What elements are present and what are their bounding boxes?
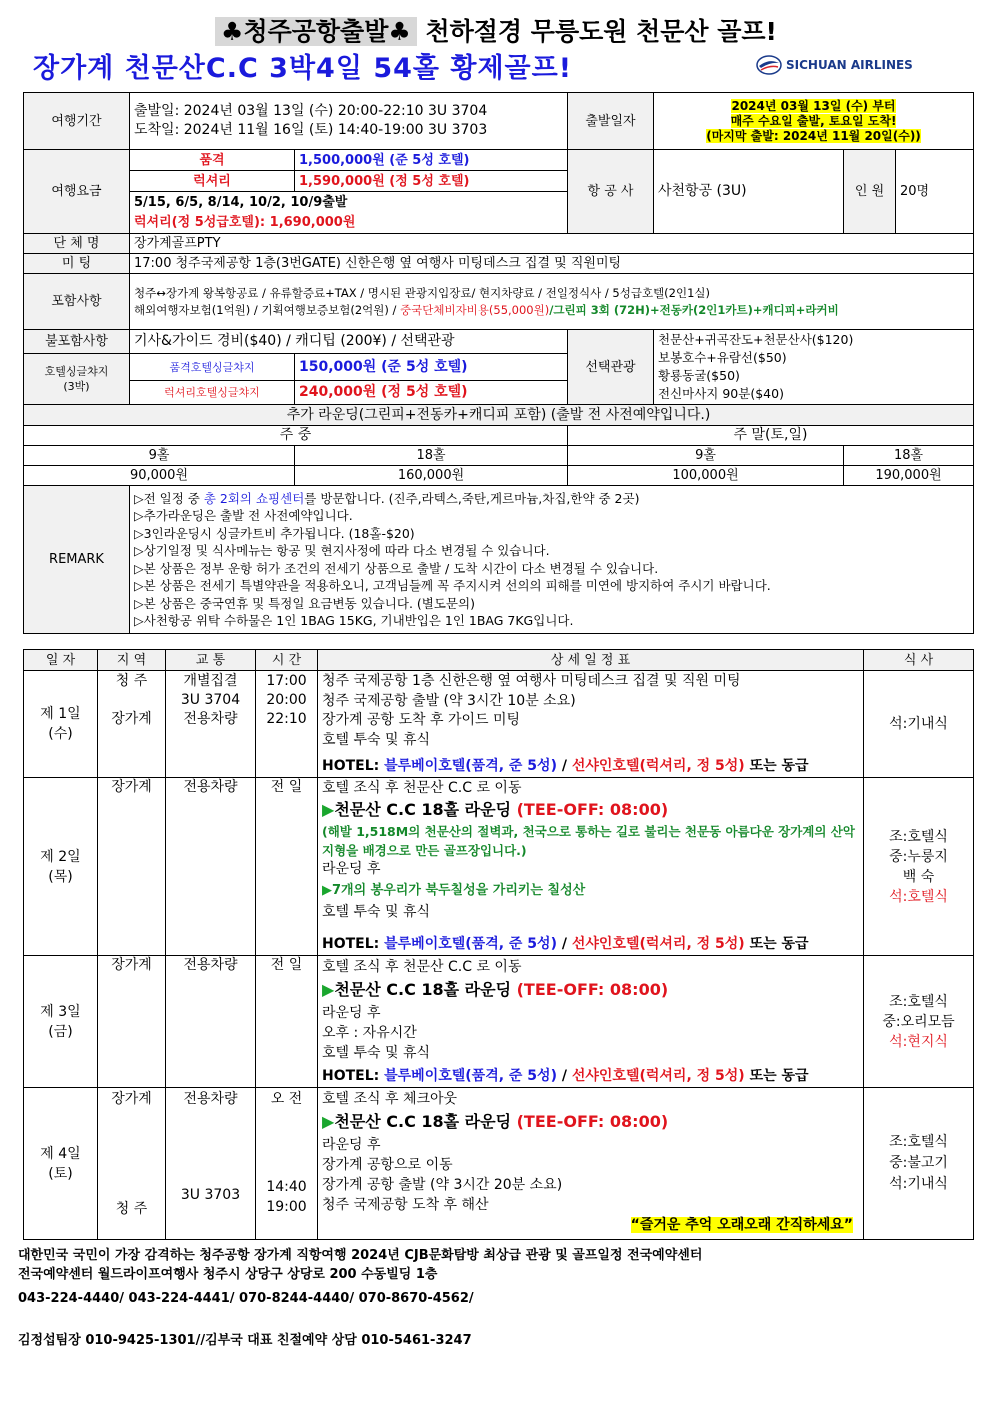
tier1-price: 1,500,000원 (준 5성 호텔) xyxy=(295,150,568,171)
excl-value: 기사&가이드 경비($40) / 캐디팁 (200¥) / 선택관광 xyxy=(130,330,568,354)
day4-label xyxy=(24,1088,98,1240)
airline-bird-icon xyxy=(756,54,782,76)
weekend-header: 주 말(토,일) xyxy=(568,426,974,446)
day3-row xyxy=(24,956,974,1067)
day4-meal xyxy=(864,1088,974,1240)
we-9-price: 100,000원 xyxy=(568,466,844,486)
incl-label: 포함사항 xyxy=(24,274,130,330)
day1-region xyxy=(98,671,166,778)
day3-transport: 전용차량 xyxy=(166,956,256,1088)
tier2-name: 럭셔리 xyxy=(130,171,295,192)
day2-transport: 전용차량 xyxy=(166,778,256,956)
day1-region-1: 청 주 xyxy=(115,673,148,689)
remark-1a: ▷전 일정 중 xyxy=(134,490,204,506)
single1-name: 품격호텔싱글챠지 xyxy=(130,354,295,381)
meet-label: 미 팅 xyxy=(24,254,130,274)
day3-arrow-icon: ▶ xyxy=(322,980,335,999)
day2-hotel xyxy=(318,935,864,956)
pax-label: 인 원 xyxy=(844,150,896,234)
day3-golf-tee: (TEE-OFF: 08:00) xyxy=(511,980,669,999)
day2-meal-4: 석:호텔식 xyxy=(889,888,948,905)
wd-18-header: 18홀 xyxy=(295,446,568,466)
hotel-suffix: 또는 동급 xyxy=(744,935,809,952)
incl-2b: 중국단체비자비용(55,000원) xyxy=(400,302,550,317)
incl-line-1: 청주↔장가계 왕복항공료 / 유류할증료+TAX / 명시된 관광지입장료/ 현지차량료 / 전일정식사 / 5성급호텔(2인1실) xyxy=(134,285,711,300)
day1-detail-2: 청주 국제공항 출발 (약 3시간 10분 소요) xyxy=(322,692,576,709)
remark-4: ▷상기일정 및 식사메뉴는 항공 및 현지사정에 따라 다소 변경될 수 있습니다. xyxy=(134,543,550,558)
day3-label xyxy=(24,956,98,1088)
special-dates: 5/15, 6/5, 8/14, 10/2, 10/9출발 xyxy=(130,192,568,213)
footer-line-2: 전국예약센터 월드라이프여행사 청주시 상당구 상당로 200 수동빌딩 1층 xyxy=(18,1267,438,1282)
col-header-meal: 식 사 xyxy=(864,650,974,671)
day3-detail-5: 호텔 투숙 및 휴식 xyxy=(322,1045,431,1061)
day2-arrow-icon: ▶ xyxy=(322,800,335,819)
day1-day: 제 1일 xyxy=(40,706,81,722)
day4-meal-1: 조:호텔식 xyxy=(889,1134,948,1150)
col-header-date: 일 자 xyxy=(24,650,98,671)
pax-value: 20명 xyxy=(896,150,974,234)
hotel-a: 블루베이호텔(품격, 준 5성) xyxy=(384,935,557,952)
day3-detail-3: 라운딩 후 xyxy=(322,1005,381,1021)
footer xyxy=(18,1246,702,1350)
group-value: 장가계골프PTY xyxy=(130,234,974,254)
day3-meal-3: 석:현지식 xyxy=(889,1033,948,1050)
day2-dow: (목) xyxy=(48,868,73,885)
opt-4: 전신마사지 90분($40) xyxy=(658,386,784,401)
day4-meal-2: 중:불고기 xyxy=(889,1155,948,1171)
wd-18-price: 160,000원 xyxy=(295,466,568,486)
airline-value: 사천항공 (3U) xyxy=(654,150,844,234)
airline-logo xyxy=(756,54,913,76)
footer-line-1: 대한민국 국민이 가장 감격하는 청주공항 장가계 직항여행 2024년 CJB문화탐방 최상급 관광 및 골프일정 전국예약센터 xyxy=(18,1248,703,1263)
remark-3: ▷3인라운딩시 싱글카트비 추가됩니다. (18홀-$20) xyxy=(134,525,415,541)
page-title: 장가계 천문산C.C 3박4일 54홀 황제골프! xyxy=(33,53,573,84)
dep-date-2: 매주 수요일 출발, 토요일 도착! xyxy=(730,113,897,128)
opt-label: 선택관광 xyxy=(568,330,654,405)
special-price: 럭셔리(정 5성급호텔): 1,690,000원 xyxy=(130,213,568,234)
day2-region: 장가계 xyxy=(98,778,166,956)
day4-time-3: 19:00 xyxy=(266,1199,307,1215)
day4-row xyxy=(24,1088,974,1240)
single-label-1: 호텔싱글챠지 xyxy=(44,365,109,378)
header-line-1 xyxy=(0,12,992,48)
day2-meal-1: 조:호텔식 xyxy=(889,828,948,845)
day4-detail-1: 호텔 조식 후 체크아웃 xyxy=(322,1091,458,1107)
hotel-b: 선샤인호텔(럭셔리, 정 5성) xyxy=(571,935,745,952)
we-18-header: 18홀 xyxy=(844,446,974,466)
day4-transport xyxy=(166,1088,256,1240)
opt-2: 보봉호수+유람선($50) xyxy=(658,350,787,365)
info-table xyxy=(23,92,974,634)
day1-trans-3: 전용차량 xyxy=(183,711,238,727)
incl-2c: /그린피 3회 (72H)+전동카(2인1카트)+캐디피+라커비 xyxy=(549,302,839,317)
day1-transport xyxy=(166,671,256,778)
airline-label: 항 공 사 xyxy=(568,150,654,234)
day2-golf xyxy=(322,798,859,822)
day1-time-3: 22:10 xyxy=(266,711,307,727)
remark-6: ▷본 상품은 전세기 특별약관을 적용하오니, 고객님들께 꼭 주지시켜 선의의 피해를 미연에 방지하여 주시기 바랍니다. xyxy=(134,578,771,593)
tier2-price: 1,590,000원 (정 5성 호텔) xyxy=(295,171,568,192)
day1-trans-1: 개별집결 xyxy=(183,673,238,689)
hotel-b: 선샤인호텔(럭셔리, 정 5성) xyxy=(571,1067,745,1084)
we-18-price: 190,000원 xyxy=(844,466,974,486)
excl-label: 불포함사항 xyxy=(24,330,130,354)
day2-golf-tee: (TEE-OFF: 08:00) xyxy=(511,800,669,819)
remark-7: ▷본 상품은 중국연휴 및 특정일 요금변동 있습니다. (별도문의) xyxy=(134,595,475,611)
weekday-header: 주 중 xyxy=(24,426,568,446)
day2-golf-text: 천문산 C.C 18홀 라운딩 xyxy=(334,800,512,819)
remark-value xyxy=(130,486,974,634)
single-label xyxy=(24,354,130,405)
single1-price: 150,000원 (준 5성 호텔) xyxy=(295,354,568,381)
incl-2a: 해외여행자보험(1억원) / 기획여행보증보험(2억원) / xyxy=(134,302,401,317)
header-tagline: 천하절경 무릉도원 천문산 골프! xyxy=(425,17,777,46)
hotel-suffix: 또는 동급 xyxy=(744,1067,809,1084)
day2-detail-5: 호텔 투숙 및 휴식 xyxy=(322,904,431,920)
day4-region xyxy=(98,1088,166,1240)
hotel-sep: / xyxy=(556,1067,572,1084)
day4-golf-text: 천문산 C.C 18홀 라운딩 xyxy=(334,1112,512,1131)
dep-date-1: 2024년 03월 13일 (수) 부터 xyxy=(731,98,896,113)
day3-meal-1: 조:호텔식 xyxy=(889,993,948,1010)
day1-detail-3: 장가계 공항 도착 후 가이드 미팅 xyxy=(322,712,521,728)
day1-hotel xyxy=(318,757,864,778)
day3-golf xyxy=(322,977,859,1003)
incl-value xyxy=(130,274,974,330)
footer-contacts: 김정섭팀장 010-9425-1301//김부국 대표 친절예약 상담 010-5461-3247 xyxy=(18,1333,472,1348)
single-label-2: (3박) xyxy=(63,380,90,393)
day3-hotel xyxy=(318,1067,864,1088)
airline-logo-text: SICHUAN AIRLINES xyxy=(786,58,913,72)
dep-date-label: 출발일자 xyxy=(568,93,654,150)
day4-closing-text: “즐거운 추억 오래오래 간직하세요” xyxy=(630,1217,853,1233)
we-9-header: 9홀 xyxy=(568,446,844,466)
day3-time: 전 일 xyxy=(256,956,318,1088)
remark-1c: 를 방문합니다. (진주,라텍스,죽탄,게르마늄,차집,한약 중 2곳) xyxy=(304,490,640,506)
day4-detail-5: 장가계 공항 출발 (약 3시간 20분 소요) xyxy=(322,1177,563,1193)
hotel-prefix: HOTEL: xyxy=(322,1067,385,1084)
extra-round-title: 추가 라운딩(그린피+전동카+캐디피 포함) (출발 전 사전예약입니다.) xyxy=(24,405,974,426)
day4-time-2: 14:40 xyxy=(266,1179,307,1195)
day2-tour xyxy=(322,879,859,903)
day2-desc: (해발 1,518M의 천문산의 절벽과, 천국으로 통하는 길로 불리는 천문동 아름다운 장가계의 산악 지형을 배경으로 만든 골프장입니다.) xyxy=(322,824,855,858)
day4-trans-2: 3U 3703 xyxy=(180,1187,241,1203)
single2-name: 럭셔리호텔싱글챠지 xyxy=(130,381,295,405)
hotel-prefix: HOTEL: xyxy=(322,757,385,774)
day4-region-2: 청 주 xyxy=(115,1201,148,1217)
day2-detail xyxy=(318,778,864,935)
day3-dow: (금) xyxy=(48,1023,73,1040)
remark-1b: 총 2회의 쇼핑센터 xyxy=(203,490,305,506)
remark-5: ▷본 상품은 정부 운항 허가 조건의 전세기 상품으로 출발 / 도착 시간이 다소 변경될 수 있습니다. xyxy=(134,560,659,576)
day2-time: 전 일 xyxy=(256,778,318,956)
fee-label: 여행요금 xyxy=(24,150,130,234)
day2-meal-3: 백 숙 xyxy=(902,868,935,885)
day1-time-2: 20:00 xyxy=(266,692,307,708)
opt-3: 황룡동굴($50) xyxy=(658,368,740,383)
remark-2: ▷추가라운딩은 출발 전 사전예약입니다. xyxy=(134,508,353,523)
day4-detail-4: 장가계 공항으로 이동 xyxy=(322,1157,453,1173)
day4-detail xyxy=(318,1088,864,1240)
day4-trans-1: 전용차량 xyxy=(183,1091,238,1107)
day4-time-1: 오 전 xyxy=(270,1091,303,1107)
hotel-a: 블루베이호텔(품격, 준 5성) xyxy=(384,1067,557,1084)
day2-label xyxy=(24,778,98,956)
day4-day: 제 4일 xyxy=(40,1145,81,1162)
opt-value xyxy=(654,330,974,405)
wd-9-price: 90,000원 xyxy=(24,466,295,486)
day3-golf-text: 천문산 C.C 18홀 라운딩 xyxy=(334,980,512,999)
hotel-prefix: HOTEL: xyxy=(322,935,385,952)
footer-phones: 043-224-4440/ 043-224-4441/ 070-8244-4440/ 070-8670-4562/ xyxy=(18,1291,474,1306)
day3-day: 제 3일 xyxy=(40,1003,81,1020)
header-highlight: ♣청주공항출발♣ xyxy=(215,17,417,46)
period-label: 여행기간 xyxy=(24,93,130,150)
day2-day: 제 2일 xyxy=(40,848,81,865)
itinerary-table xyxy=(23,649,974,1240)
day3-meal xyxy=(864,956,974,1088)
wd-9-header: 9홀 xyxy=(24,446,295,466)
day1-region-2: 장가계 xyxy=(111,711,152,727)
day4-closing xyxy=(322,1215,859,1235)
day3-detail xyxy=(318,956,864,1067)
day3-meal-2: 중:오리모듬 xyxy=(882,1013,955,1030)
opt-1: 천문산+귀곡잔도+천문산사($120) xyxy=(658,332,854,347)
day4-detail-6: 청주 국제공항 도착 후 해산 xyxy=(322,1197,489,1213)
col-header-time: 시 간 xyxy=(256,650,318,671)
col-header-region: 지 역 xyxy=(98,650,166,671)
meet-value: 17:00 청주국제공항 1층(3번GATE) 신한은행 옆 여행사 미팅데스크 집결 및 직원미팅 xyxy=(130,254,974,274)
day1-row xyxy=(24,671,974,757)
day1-trans-2: 3U 3704 xyxy=(180,692,241,708)
day4-arrow-icon: ▶ xyxy=(322,1112,335,1131)
hotel-sep: / xyxy=(556,757,572,774)
day3-detail-1: 호텔 조식 후 천문산 C.C 로 이동 xyxy=(322,959,522,975)
dep-date-3: (마지막 출발: 2024년 11월 20일(수)) xyxy=(706,128,921,143)
day4-meal-3: 석:기내식 xyxy=(889,1176,948,1192)
day2-row xyxy=(24,778,974,935)
day2-tour-arrow-icon: ▶ xyxy=(322,883,332,898)
day1-detail-4: 호텔 투숙 및 휴식 xyxy=(322,731,431,748)
remark-1 xyxy=(134,490,969,508)
day4-dow: (토) xyxy=(48,1165,73,1182)
departure-line: 출발일: 2024년 03월 13일 (수) 20:00-22:10 3U 3704 xyxy=(134,103,488,119)
day4-golf xyxy=(322,1109,859,1135)
day1-time-1: 17:00 xyxy=(266,673,307,689)
day1-meal: 석:기내식 xyxy=(864,671,974,778)
single2-price: 240,000원 (정 5성 호텔) xyxy=(295,381,568,405)
group-label: 단 체 명 xyxy=(24,234,130,254)
day2-meal xyxy=(864,778,974,956)
hotel-sep: / xyxy=(556,935,572,952)
incl-line-2 xyxy=(134,302,969,319)
hotel-a: 블루베이호텔(품격, 준 5성) xyxy=(384,757,557,774)
remark-label: REMARK xyxy=(24,486,130,634)
day3-detail-4: 오후 : 자유시간 xyxy=(322,1025,417,1041)
day2-detail-1: 호텔 조식 후 천문산 C.C 로 이동 xyxy=(322,780,522,796)
col-header-detail: 상 세 일 정 표 xyxy=(318,650,864,671)
dep-date-value xyxy=(654,93,974,150)
day4-golf-tee: (TEE-OFF: 08:00) xyxy=(511,1112,669,1131)
col-header-transport: 교 통 xyxy=(166,650,256,671)
day1-detail-1: 청주 국제공항 1층 신한은행 옆 여행사 미팅데스크 집결 및 직원 미팅 xyxy=(322,673,741,689)
day2-tour-text: 7개의 봉우리가 북두칠성을 가리키는 칠성산 xyxy=(332,883,586,898)
hotel-suffix: 또는 동급 xyxy=(744,757,809,774)
day1-dow: (수) xyxy=(48,726,73,742)
period-value xyxy=(130,93,568,150)
day1-detail xyxy=(318,671,864,757)
day1-label xyxy=(24,671,98,778)
tier1-name: 품격 xyxy=(130,150,295,171)
hotel-b: 선샤인호텔(럭셔리, 정 5성) xyxy=(571,757,745,774)
arrival-line: 도착일: 2024년 11월 16일 (토) 14:40-19:00 3U 3703 xyxy=(134,122,488,138)
day4-time xyxy=(256,1088,318,1240)
day4-detail-3: 라운딩 후 xyxy=(322,1137,381,1153)
day2-meal-2: 중:누룽지 xyxy=(889,848,948,865)
day3-region: 장가계 xyxy=(98,956,166,1088)
day1-time xyxy=(256,671,318,778)
remark-8: ▷사천항공 위탁 수하물은 1인 1BAG 15KG, 기내반입은 1인 1BAG 7KG입니다. xyxy=(134,613,574,628)
day2-detail-3: 라운딩 후 xyxy=(322,861,381,877)
day4-region-1: 장가계 xyxy=(111,1091,152,1107)
